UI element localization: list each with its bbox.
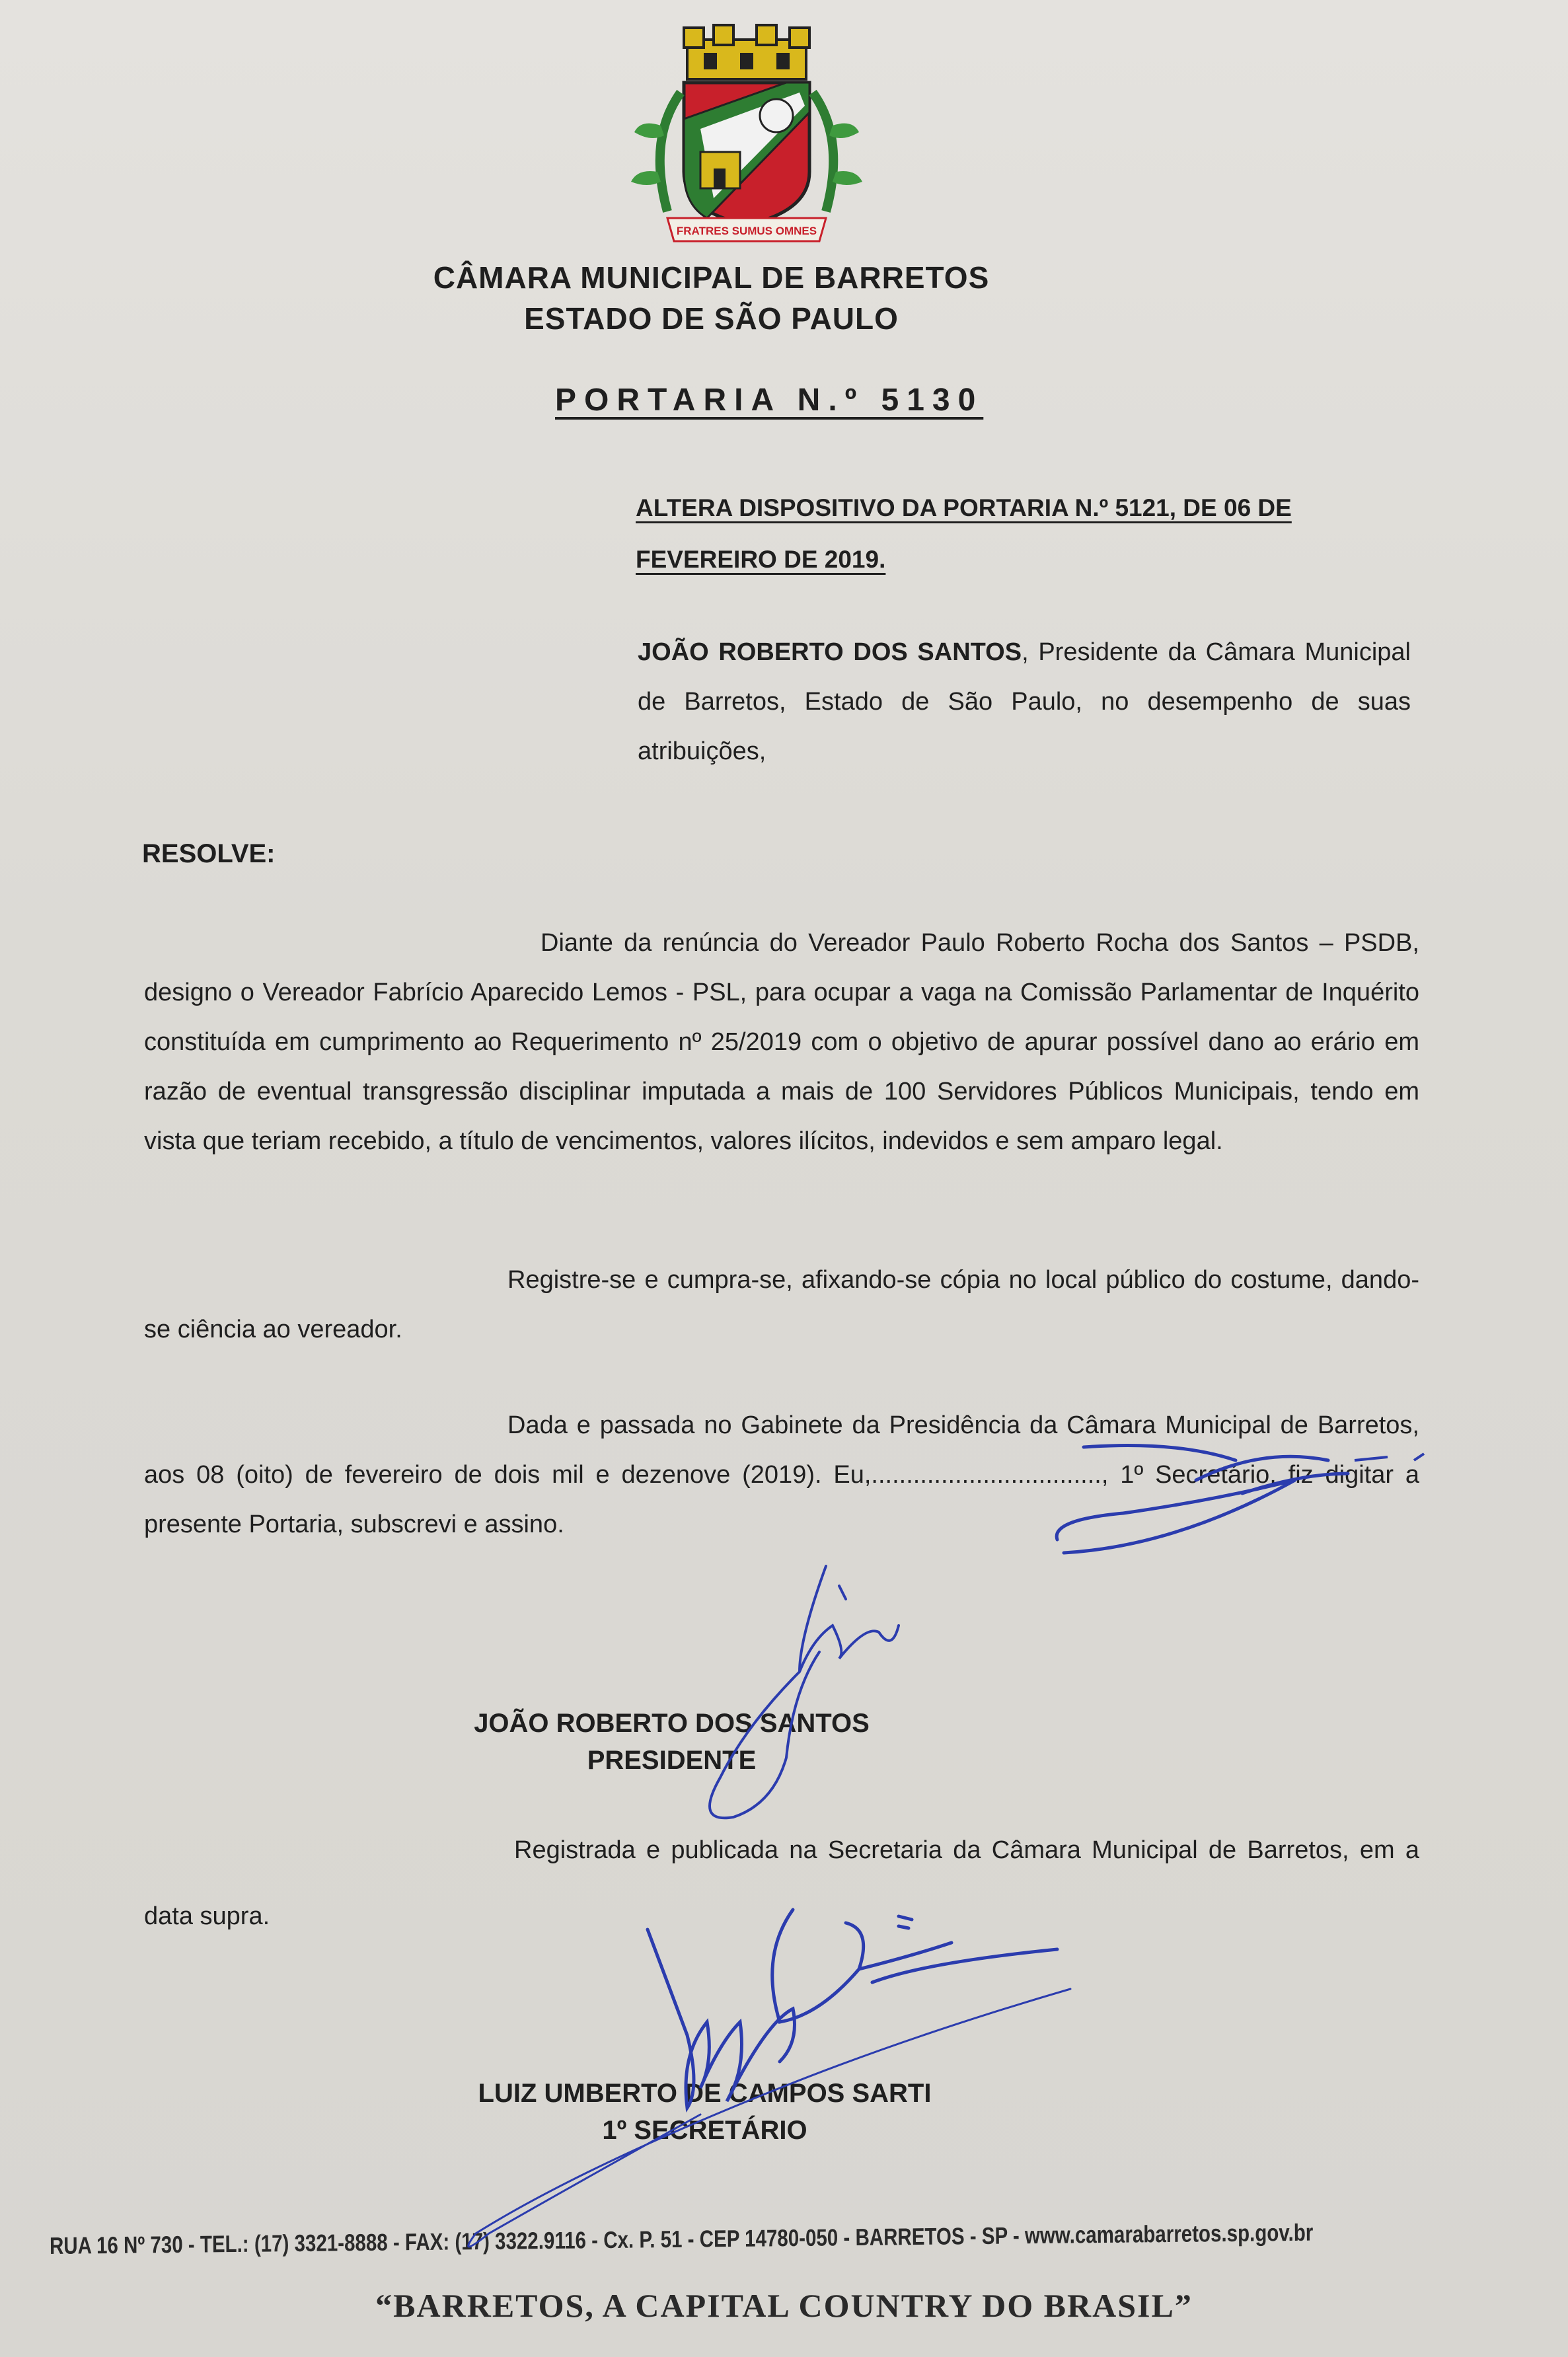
president-name-inline: JOÃO ROBERTO DOS SANTOS xyxy=(638,638,1022,666)
paragraph-registered: Registrada e publicada na Secretaria da Câmara Municipal de Barretos, em a data supra. xyxy=(144,1836,1419,1930)
paragraph-designation: Diante da renúncia do Vereador Paulo Roberto Rocha dos Santos – PSDB, designo o Vereador Fabrício Aparecido Lemos - PSL, para ocupar a vaga na Comissão Parlamentar de Inquérito constituída em cumprimento ao Requerimento nº 25/2019 com o objetivo de apurar possível dano ao erário em razão de eventual transgressão disciplinar imputada a mais de 100 Servidores Públicos Municipais, tendo em vista que teriam recebido, a título de vencimentos, valores ilícitos, indevidos e sem amparo legal. xyxy=(144,929,1419,1155)
footer-address: RUA 16 Nº 730 - TEL.: (17) 3321-8888 - FAX: (17) 3322.9116 - Cx. P. 51 - CEP 14780-050 - BARRETOS - SP - www.camarabarretos.sp.gov.br xyxy=(49,2218,1314,2259)
president-signature xyxy=(681,1559,905,1837)
intro-text: , Presidente da Câmara Municipal de Barretos, Estado de São Paulo, no desempenho de suas atribuições, xyxy=(638,638,1411,765)
paragraph-register: Registre-se e cumpra-se, afixando-se cópia no local público do costume, dando-se ciência ao vereador. xyxy=(144,1266,1419,1343)
president-signature-role: PRESIDENTE xyxy=(587,1746,757,1775)
resolve-label: RESOLVE: xyxy=(142,839,276,868)
crest-motto: FRATRES SUMUS OMNES xyxy=(676,225,817,237)
chamber-name: CÂMARA MUNICIPAL DE BARRETOS xyxy=(433,260,990,295)
paragraph-given: Dada e passada no Gabinete da Presidência da Câmara Municipal de Barretos, aos 08 (oito) de fevereiro de dois mil e dezenove (2019). Eu,................................., 1º Secretário, fiz digitar a presente Portaria, subscrevi e assino. xyxy=(144,1411,1419,1538)
secretary-signature-name: LUIZ UMBERTO DE CAMPOS SARTI xyxy=(478,2079,932,2108)
intro-paragraph xyxy=(638,628,1411,776)
document-title: PORTARIA N.º 5130 xyxy=(555,383,984,418)
footer-slogan: “BARRETOS, A CAPITAL COUNTRY DO BRASIL” xyxy=(375,2287,1193,2324)
coat-of-arms-logo xyxy=(621,20,872,244)
ementa: ALTERA DISPOSITIVO DA PORTARIA N.º 5121, DE 06 DE FEVEREIRO DE 2019. xyxy=(636,494,1292,573)
secretary-signature-role: 1º SECRETÁRIO xyxy=(602,2116,807,2145)
state-name: ESTADO DE SÃO PAULO xyxy=(524,301,899,336)
president-signature-name: JOÃO ROBERTO DOS SANTOS xyxy=(474,1709,870,1738)
